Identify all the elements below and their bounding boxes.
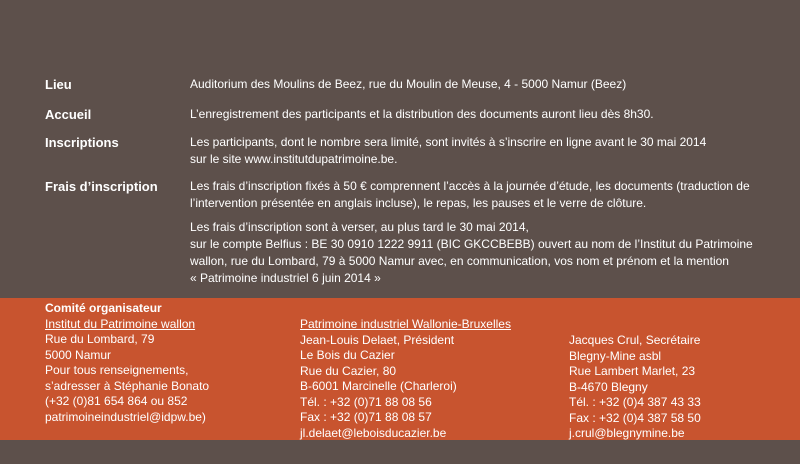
committee-heading: Comité organisateur [45, 301, 162, 315]
inscriptions-label: Inscriptions [45, 135, 119, 150]
footer-band [0, 440, 800, 464]
blegny-line: Tél. : +32 (0)4 387 43 33 [569, 395, 701, 409]
frais-label: Frais d’inscription [45, 179, 158, 194]
accueil-label: Accueil [45, 107, 92, 122]
payment-line: Les frais d’inscription sont à verser, au plus tard le 30 mai 2014, [190, 220, 529, 234]
committee-col-blegny [569, 333, 701, 442]
committee-section [0, 298, 800, 440]
ipw-line: 5000 Namur [45, 347, 112, 362]
inscriptions-line: sur le site www.institutdupatrimoine.be. [190, 152, 398, 166]
ipw-org-link[interactable]: Institut du Patrimoine wallon [45, 316, 196, 331]
piwb-line: Tél. : +32 (0)71 88 08 56 [300, 394, 432, 409]
payment-text [190, 219, 790, 287]
ipw-line: Rue du Lombard, 79 [45, 332, 155, 346]
ipw-line: s’adresser à Stéphanie Bonato [45, 378, 210, 393]
inscriptions-line: Les participants, dont le nombre sera limité, sont invités à s’inscrire en ligne avant le 30 mai 2014 [190, 135, 707, 149]
ipw-line: Pour tous renseignements, [45, 363, 189, 377]
blegny-line: Jacques Crul, Secrétaire [569, 333, 701, 347]
payment-line: sur le compte Belfius : BE 30 0910 1222 9911 (BIC GKCCBEBB) ouvert au nom de l’Institut du Patrimoine [190, 237, 753, 251]
ipw-line: (+32 (0)81 654 864 ou 852 [45, 394, 188, 408]
piwb-line: Fax : +32 (0)71 88 08 57 [300, 410, 432, 424]
blegny-line: Fax : +32 (0)4 387 58 50 [569, 410, 701, 425]
lieu-label: Lieu [45, 77, 72, 92]
payment-line: « Patrimoine industriel 6 juin 2014 » [190, 271, 381, 285]
accueil-text: L’enregistrement des participants et la distribution des documents auront lieu dès 8h30. [190, 107, 654, 121]
frais-line: Les frais d’inscription fixés à 50 € comprennent l’accès à la journée d’étude, les documents (traduction de [190, 179, 750, 193]
committee-col-piwb [300, 317, 511, 441]
piwb-line: Jean-Louis Delaet, Président [300, 332, 455, 347]
payment-line: wallon, rue du Lombard, 79 à 5000 Namur avec, en communication, vos nom et prénom et la mention [190, 254, 729, 268]
committee-col-ipw [45, 301, 209, 425]
blegny-line: Blegny-Mine asbl [569, 348, 662, 363]
piwb-line: Le Bois du Cazier [300, 348, 395, 362]
blegny-line: Rue Lambert Marlet, 23 [569, 364, 696, 378]
piwb-email[interactable]: jl.delaet@leboisducazier.be [300, 425, 447, 440]
blegny-line: B-4670 Blegny [569, 379, 648, 394]
ipw-email[interactable]: patrimoineindustriel@idpw.be) [45, 409, 206, 424]
piwb-line: Rue du Cazier, 80 [300, 363, 397, 378]
inscriptions-text [190, 134, 790, 168]
blegny-email[interactable]: j.crul@blegnymine.be [569, 426, 685, 440]
piwb-org-link[interactable]: Patrimoine industriel Wallonie-Bruxelles [300, 317, 511, 331]
frais-text [190, 178, 790, 212]
piwb-line: B-6001 Marcinelle (Charleroi) [300, 379, 457, 393]
lieu-text: Auditorium des Moulins de Beez, rue du Moulin de Meuse, 4 - 5000 Namur (Beez) [190, 77, 627, 91]
frais-line: l’intervention présentée en anglais incluse), le repas, les pauses et le verre de clôture. [190, 196, 647, 210]
